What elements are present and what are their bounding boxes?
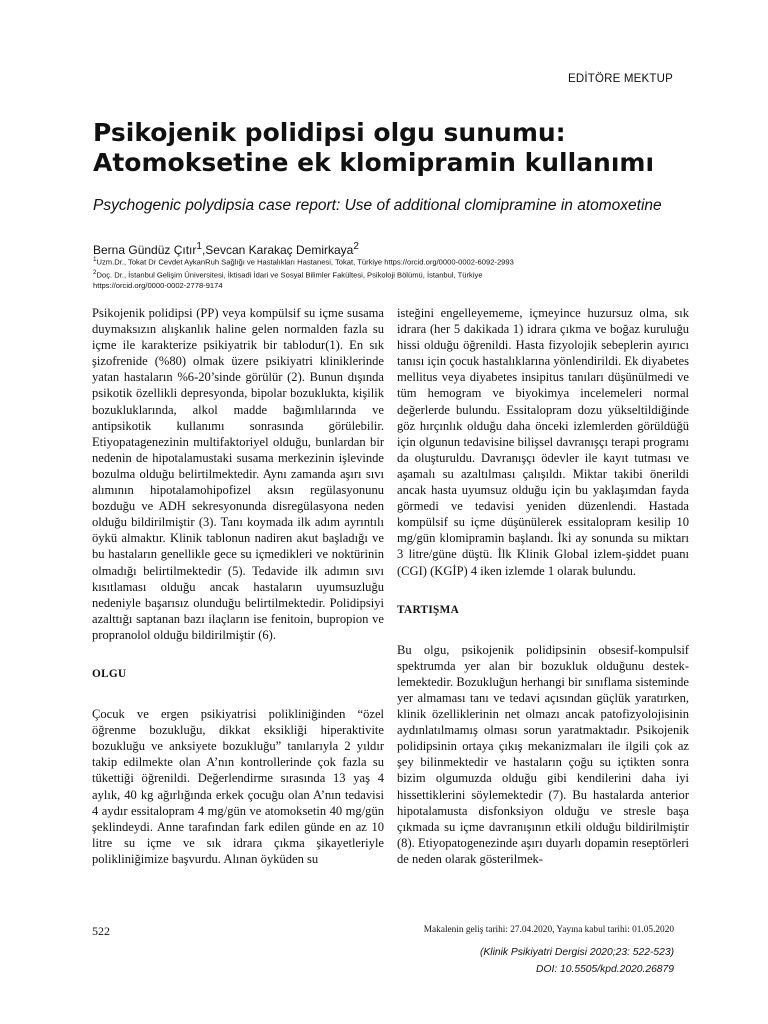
affiliation-2 (93, 268, 693, 281)
doi: DOI: 10.5505/kpd.2020.26879 (536, 964, 674, 975)
author-2-mark: 2 (353, 241, 359, 252)
olgu-paragraph: Çocuk ve ergen psikiyatrisi polikliniğinden “özel öğrenme bozukluğu, dikkat eksikliği hiperaktivite bozukluğu ve anksiyete bozukluğu” tanılarıyla 2 yıldır takip edilmekte olan A’nın kontrollerinde çok fazla su tükettiği öğrenildi. Değerlendirme sırasında 13 yaş 4 aylık, 40 kg ağırlığında erkek çocuğu olan A’nın tedavisi 4 aydır essitalopram 4 mg/gün ve atomoksetin 40 mg/gün şeklindeydi. Anne tarafından fark edilen günde en az 10 litre su içme ve sık idrara çıkma şikayetleriyle polikliniğimize başvurdu. Alınan öyküden su (92, 707, 384, 866)
olgu-heading: OLGU (92, 667, 127, 680)
journal-citation: (Klinik Psikiyatri Dergisi 2020;23: 522-523) (479, 947, 674, 958)
affiliation-1-mark: 1 (93, 256, 97, 263)
english-title: Psychogenic polydipsia case report: Use of additional clomipramine in atomoxetine (93, 197, 662, 214)
author-1-mark: 1 (196, 241, 202, 252)
tartisma-paragraph: Bu olgu, psikojenik polidipsinin obsesif-kompulsif spektrumda yer alan bir bozukluk olduğunu desteklemektedir. Bozukluğun herhangi bir sınıflama sisteminde yer almaması tanı ve tedavi açısından güçlük yaratırken, klinik özelliklerinin net olmazı ancak patofizyolojisinin aydınlatılmamış olması sorun yaratmaktadır. Psikojenik polidipsinin ortaya çıkış mekanizmaları ile ilgili çok az şey bilinmektedir ve hastaların çoğu su içtikten sonra bizim olgumuzda olduğu gibi kendilerini daha iyi hissettiklerini söylemektedir (7). Bu hastalarda anterior hipotalamusta disfonksiyon olduğu ve stresle başa çıkmada su içme davranışının etkili olduğu bildirilmiştir (8). Etiyopatogenezinde aşırı duyarlı dopamin reseptörleri de neden olarak gösterilmek- (397, 642, 689, 866)
section-label: EDİTÖRE MEKTUP (567, 73, 673, 85)
affiliation-1-text: Uzm.Dr., Tokat Dr Cevdet AykanRuh Sağlığı ve Hastalıkları Hastanesi, Tokat, Türkiye https://orcid.org/0000-0002-6092-2993 (96, 257, 514, 267)
author-separator: , (201, 243, 206, 257)
intro-paragraph: Psikojenik polidipsi (PP) veya kompülsif su içme susama duymaksızın alışkanlık haline gelen normalden fazla su içme ile karakterize psikiyatrik bir tablodur(1). En sık şizofrenide (%80) olmak üzere psikiyatri kliniklerinde yatan hastaların %6-20’sinde görülür (2). Bunun dışında psikotik özellikli depresyonda, bipolar bozuklukta, kişilik bozukluklarında, alkol madde bağımlılarında ve antipsikotik kullanımı sonrasında görülebilir. Etiyopatagenezinin multifaktoriyel olduğu, bunlardan bir nedenin de hipotalamustaki susama merkezinin işlevinde bozulma olduğu belirtilmektedir. Aynı zamanda aşırı sıvı alımının hipotalamohipofizel aksın regülasyonunu bozduğu ve ADH sekresyonunda disregülasyona neden olduğu bildirilmiştir (3). Tanı koymada ilk adım ayrıntılı öykü almaktır. Klinik tablonun nadiren akut başladığı ve bu hastaların genellikle gece su içmedikleri ve noktürinin olmadığı belirtilmektedir (5). Tedavide ilk adımın sıvı kısıtlaması olduğu ancak hastaların uyumsuzluğu nedeniyle başarısız olunduğu belirtilmektedir. Polidipsiyi azalttığı saptanan bazı ilaçların ise fenitoin, bupropion ve propranolol olduğu bildirilmiştir (6). (92, 306, 384, 642)
submission-dates: Makalenin geliş tarihi: 27.04.2020, Yayına kabul tarihi: 01.05.2020 (423, 925, 674, 935)
tartisma-heading: TARTIŞMA (397, 603, 460, 616)
author-2: Sevcan Karakaç Demirkaya (205, 243, 354, 257)
left-column (92, 305, 384, 867)
affiliations (93, 255, 693, 292)
title-line-1: Psikojenik polidipsi olgu sunumu: (93, 118, 566, 147)
affiliation-1 (93, 255, 693, 268)
article-title (93, 118, 693, 178)
affiliation-2-text: Doç. Dr., İstanbul Gelişim Üniversitesi, İktisadi İdari ve Sosyal Bilimler Fakültesi, Psikoloji Bölümü, İstanbul, Türkiye (96, 270, 483, 280)
page-number: 522 (92, 924, 110, 938)
author-1: Berna Gündüz Çıtır (93, 243, 197, 257)
affiliation-2-mark: 2 (93, 269, 97, 277)
affiliation-2-orcid: https://orcid.org/0000-0002-2778-9174 (93, 281, 223, 291)
right-column (397, 305, 689, 867)
olgu-paragraph-continued: isteğini engelleyememe, içmeyince huzursuz olma, sık idrara (her 5 dakikada 1) idrara çıkma ve boğaz kuruluğu hissi olduğu öğrenildi. Hasta fizyolojik sebeplerin ayırıcı tanısı için çocuk hastalıklarına yönlendirildi. Ek diyabetes mellitus veya diyabetes insipitus tanıları düşünülmedi ve tüm hemogram ve biyokimya incelemeleri normal değerlerde bulundu. Essitalopram dozu yükseltildiğinde göz hırçınlık olduğu daha önceki izlemlerden görüldüğü için olgunun tedavisine bilişsel davranışçı terapi programı da oluşturuldu. Davranışçı ödevler ile kayıt tutması ve aşamalı su azaltılması çalışıldı. Miktar takibi önerildi ancak hasta uyumsuz olduğu için bu yaklaşımdan fayda görmedi ve tedavisi yeniden düzenlendi. Hastada kompülsif su içme düşünülerek essitalopram kesilip 10 mg/gün klomipramin başlandı. İki ay sonunda su miktarı 3 litre/güne düştü. İlk Klinik Global izlem-şiddet puanı (CGI) (KGİP) 4 iken izlemde 1 olarak bulundu. (397, 306, 689, 578)
title-line-2: Atomoksetine ek klomipramin kullanımı (93, 148, 655, 177)
